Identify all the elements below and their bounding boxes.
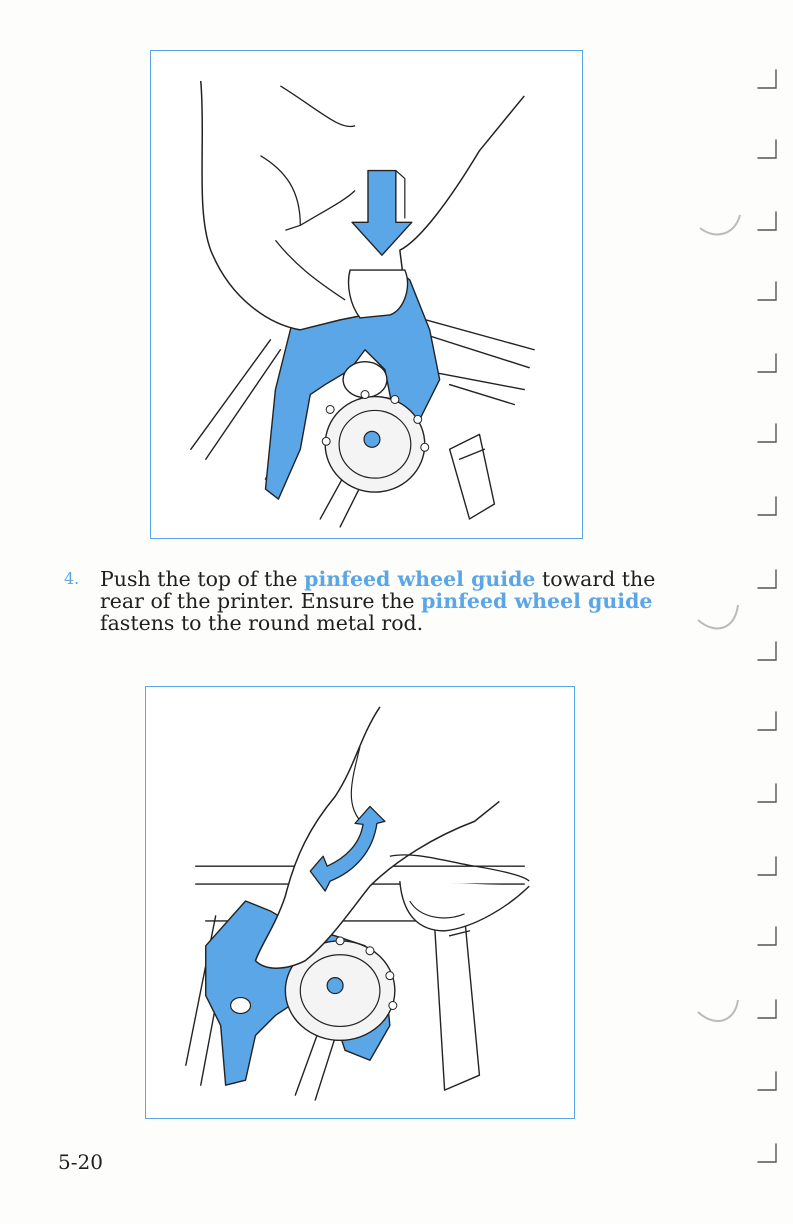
- term-pinfeed-wheel-guide: pinfeed wheel guide: [421, 589, 653, 613]
- illustration-fasten-guide: [145, 686, 575, 1119]
- step-line-2: rear of the printer. Ensure the pinfeed wheel guide: [100, 589, 653, 613]
- step-line-3: fastens to the round metal rod.: [100, 611, 424, 635]
- illustration-push-guide: [150, 50, 583, 539]
- term-pinfeed-wheel-guide: pinfeed wheel guide: [304, 567, 536, 591]
- fasten-guide-drawing: [146, 687, 574, 1118]
- step-text: [100, 568, 690, 634]
- push-guide-drawing: [151, 51, 582, 538]
- step-line-1: Push the top of the pinfeed wheel guide toward the: [100, 567, 656, 591]
- page-number: 5-20: [58, 1150, 103, 1174]
- tab-marks-drawing: [690, 0, 793, 1224]
- step-number: 4.: [64, 569, 80, 588]
- index-tab-marks: [690, 0, 793, 1224]
